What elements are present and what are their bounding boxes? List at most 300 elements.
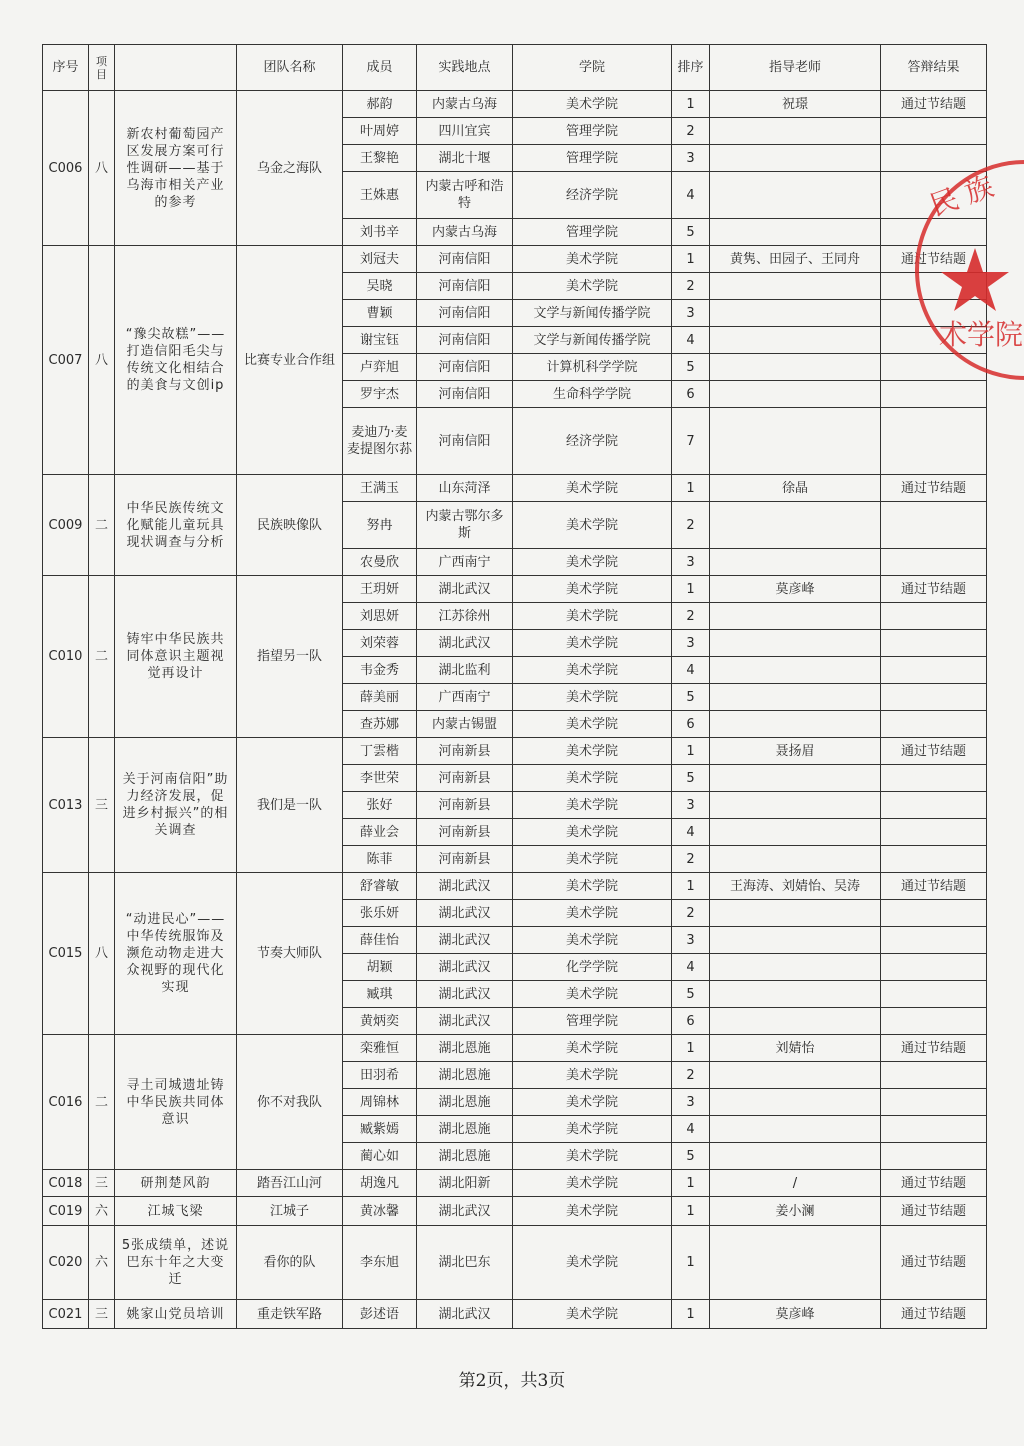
header-member: 成员: [343, 45, 417, 91]
member-location: 湖北武汉: [417, 1197, 513, 1226]
member-college: 美术学院: [513, 630, 672, 657]
team-result: 通过节结题: [881, 246, 987, 273]
member-college: 美术学院: [513, 1226, 672, 1300]
member-name: 吴晓: [343, 273, 417, 300]
member-order: 5: [672, 1143, 710, 1170]
header-result: 答辩结果: [881, 45, 987, 91]
member-name: 韦金秀: [343, 657, 417, 684]
member-order: 1: [672, 1170, 710, 1197]
member-name: 张乐妍: [343, 900, 417, 927]
member-order: 2: [672, 900, 710, 927]
member-name: 刘冠夫: [343, 246, 417, 273]
team-advisor-empty: [710, 1008, 881, 1035]
member-college: 美术学院: [513, 549, 672, 576]
team-advisor-empty: [710, 145, 881, 172]
member-order: 3: [672, 927, 710, 954]
member-name: 王玥妍: [343, 576, 417, 603]
member-location: 湖北监利: [417, 657, 513, 684]
member-college: 美术学院: [513, 927, 672, 954]
member-college: 美术学院: [513, 792, 672, 819]
member-order: 6: [672, 381, 710, 408]
team-item: 二: [89, 1035, 115, 1170]
member-location: 山东菏泽: [417, 475, 513, 502]
team-advisor-empty: [710, 300, 881, 327]
team-result-empty: [881, 118, 987, 145]
member-location: 湖北武汉: [417, 954, 513, 981]
member-college: 计算机科学学院: [513, 354, 672, 381]
team-advisor: 王海涛、刘婧怡、吴涛: [710, 873, 881, 900]
team-advisor-empty: [710, 1089, 881, 1116]
member-name: 刘荣蓉: [343, 630, 417, 657]
member-name: 李东旭: [343, 1226, 417, 1300]
team-name: 看你的队: [237, 1226, 343, 1300]
member-order: 1: [672, 91, 710, 118]
team-name: 比赛专业合作组: [237, 246, 343, 475]
member-name: 臧琪: [343, 981, 417, 1008]
team-result-empty: [881, 792, 987, 819]
team-topic: 关于河南信阳”助力经济发展，促进乡村振兴”的相关调查: [115, 738, 237, 873]
member-location: 河南信阳: [417, 354, 513, 381]
team-advisor-empty: [710, 172, 881, 219]
member-order: 1: [672, 1197, 710, 1226]
member-location: 内蒙古鄂尔多斯: [417, 502, 513, 549]
member-location: 河南新县: [417, 819, 513, 846]
member-order: 3: [672, 300, 710, 327]
team-code: C015: [43, 873, 89, 1035]
member-location: 湖北武汉: [417, 900, 513, 927]
member-name: 胡逸凡: [343, 1170, 417, 1197]
member-order: 2: [672, 846, 710, 873]
table-row: [43, 738, 987, 765]
team-topic: 姚家山党员培训: [115, 1300, 237, 1329]
team-item: 三: [89, 738, 115, 873]
member-order: 2: [672, 1062, 710, 1089]
member-name: 麦迪乃·麦麦提图尔荪: [343, 408, 417, 475]
team-result: 通过节结题: [881, 1197, 987, 1226]
team-advisor: [710, 1226, 881, 1300]
team-result-empty: [881, 408, 987, 475]
team-advisor-empty: [710, 603, 881, 630]
table-row: [43, 475, 987, 502]
member-college: 美术学院: [513, 846, 672, 873]
member-college: 美术学院: [513, 1143, 672, 1170]
member-name: 叶周婷: [343, 118, 417, 145]
member-order: 5: [672, 219, 710, 246]
member-location: 广西南宁: [417, 549, 513, 576]
team-advisor-empty: [710, 900, 881, 927]
team-result-empty: [881, 1008, 987, 1035]
team-advisor: 莫彦峰: [710, 1300, 881, 1329]
member-name: 田羽希: [343, 1062, 417, 1089]
member-location: 湖北武汉: [417, 1300, 513, 1329]
member-name: 陈菲: [343, 846, 417, 873]
team-advisor-empty: [710, 118, 881, 145]
member-location: 内蒙古锡盟: [417, 711, 513, 738]
member-location: 湖北十堰: [417, 145, 513, 172]
member-order: 4: [672, 657, 710, 684]
table-row: [43, 91, 987, 118]
team-result-empty: [881, 502, 987, 549]
member-location: 河南新县: [417, 738, 513, 765]
member-location: 河南新县: [417, 846, 513, 873]
member-location: 河南新县: [417, 765, 513, 792]
team-advisor-empty: [710, 981, 881, 1008]
team-name: 乌金之海队: [237, 91, 343, 246]
member-college: 化学学院: [513, 954, 672, 981]
team-advisor: 祝璟: [710, 91, 881, 118]
team-advisor: 刘婧怡: [710, 1035, 881, 1062]
team-result: 通过节结题: [881, 576, 987, 603]
member-college: 美术学院: [513, 1116, 672, 1143]
team-item: 二: [89, 576, 115, 738]
member-name: 丁雲楷: [343, 738, 417, 765]
member-order: 2: [672, 118, 710, 145]
team-code: C009: [43, 475, 89, 576]
header-order: 排序: [672, 45, 710, 91]
member-location: 湖北武汉: [417, 981, 513, 1008]
member-name: 卢弈旭: [343, 354, 417, 381]
member-order: 1: [672, 1035, 710, 1062]
team-advisor-empty: [710, 549, 881, 576]
team-topic: “豫尖故糕”——打造信阳毛尖与传统文化相结合的美食与文创ip: [115, 246, 237, 475]
member-location: 内蒙古呼和浩特: [417, 172, 513, 219]
member-college: 美术学院: [513, 1170, 672, 1197]
member-name: 周锦林: [343, 1089, 417, 1116]
member-location: 湖北武汉: [417, 630, 513, 657]
seal-text-top: 民 族: [925, 169, 998, 223]
seal-text-bottom: 术学院: [939, 318, 1024, 351]
page-footer: 第2页，共3页: [458, 1371, 566, 1391]
member-college: 美术学院: [513, 273, 672, 300]
team-result-empty: [881, 819, 987, 846]
team-topic: 研荆楚风韵: [115, 1170, 237, 1197]
team-advisor-empty: [710, 354, 881, 381]
member-order: 6: [672, 1008, 710, 1035]
team-result-empty: [881, 1062, 987, 1089]
member-name: 李世荣: [343, 765, 417, 792]
member-order: 5: [672, 684, 710, 711]
member-name: 薛佳怡: [343, 927, 417, 954]
team-result-empty: [881, 603, 987, 630]
member-order: 3: [672, 1089, 710, 1116]
team-advisor-empty: [710, 684, 881, 711]
member-location: 湖北武汉: [417, 927, 513, 954]
member-college: 美术学院: [513, 1035, 672, 1062]
team-name: 节奏大师队: [237, 873, 343, 1035]
member-college: 生命科学学院: [513, 381, 672, 408]
team-code: C020: [43, 1226, 89, 1300]
member-college: 美术学院: [513, 475, 672, 502]
member-name: 舒睿敏: [343, 873, 417, 900]
team-advisor-empty: [710, 327, 881, 354]
header-college: 学院: [513, 45, 672, 91]
team-name: 踏吾江山河: [237, 1170, 343, 1197]
member-order: 1: [672, 576, 710, 603]
team-result: 通过节结题: [881, 475, 987, 502]
member-college: 美术学院: [513, 765, 672, 792]
member-location: 河南信阳: [417, 381, 513, 408]
member-location: 河南信阳: [417, 246, 513, 273]
member-location: 湖北恩施: [417, 1035, 513, 1062]
member-college: 美术学院: [513, 900, 672, 927]
member-location: 湖北武汉: [417, 873, 513, 900]
team-topic: 5张成绩单，述说巴东十年之大变迁: [115, 1226, 237, 1300]
team-name: 江城子: [237, 1197, 343, 1226]
member-order: 3: [672, 630, 710, 657]
team-item: 六: [89, 1197, 115, 1226]
member-location: 内蒙古乌海: [417, 91, 513, 118]
member-college: 美术学院: [513, 684, 672, 711]
team-advisor-empty: [710, 927, 881, 954]
member-college: 管理学院: [513, 219, 672, 246]
team-advisor: 姜小澜: [710, 1197, 881, 1226]
member-order: 4: [672, 819, 710, 846]
member-order: 3: [672, 792, 710, 819]
team-item: 八: [89, 873, 115, 1035]
member-college: 美术学院: [513, 711, 672, 738]
team-result: 通过节结题: [881, 1035, 987, 1062]
member-location: 江苏徐州: [417, 603, 513, 630]
team-result: 通过节结题: [881, 1170, 987, 1197]
member-college: 美术学院: [513, 981, 672, 1008]
official-seal: [905, 150, 1024, 390]
member-order: 7: [672, 408, 710, 475]
team-item: 三: [89, 1300, 115, 1329]
member-order: 5: [672, 981, 710, 1008]
member-name: 罗宇杰: [343, 381, 417, 408]
team-result-empty: [881, 900, 987, 927]
table-body: [43, 91, 987, 1329]
team-advisor-empty: [710, 408, 881, 475]
member-location: 湖北恩施: [417, 1089, 513, 1116]
member-college: 管理学院: [513, 145, 672, 172]
team-item: 二: [89, 475, 115, 576]
team-advisor-empty: [710, 711, 881, 738]
member-college: 美术学院: [513, 819, 672, 846]
member-location: 四川宜宾: [417, 118, 513, 145]
table-row: [43, 246, 987, 273]
team-result-empty: [881, 630, 987, 657]
team-topic: 铸牢中华民族共同体意识主题视觉再设计: [115, 576, 237, 738]
team-advisor-empty: [710, 657, 881, 684]
member-name: 刘书辛: [343, 219, 417, 246]
member-college: 美术学院: [513, 246, 672, 273]
member-location: 湖北恩施: [417, 1116, 513, 1143]
team-advisor-empty: [710, 1116, 881, 1143]
team-result-empty: [881, 954, 987, 981]
member-college: 美术学院: [513, 738, 672, 765]
team-result-empty: [881, 927, 987, 954]
member-order: 5: [672, 354, 710, 381]
member-name: 栾雅恒: [343, 1035, 417, 1062]
team-topic: 寻土司城遗址铸中华民族共同体意识: [115, 1035, 237, 1170]
team-advisor-empty: [710, 219, 881, 246]
table-row: [43, 1300, 987, 1329]
team-item: 八: [89, 246, 115, 475]
member-name: 蔺心如: [343, 1143, 417, 1170]
team-advisor: /: [710, 1170, 881, 1197]
member-college: 文学与新闻传播学院: [513, 300, 672, 327]
team-result-empty: [881, 1089, 987, 1116]
team-result-empty: [881, 657, 987, 684]
team-item: 六: [89, 1226, 115, 1300]
team-name: 我们是一队: [237, 738, 343, 873]
member-order: 4: [672, 172, 710, 219]
member-order: 2: [672, 603, 710, 630]
member-location: 河南信阳: [417, 327, 513, 354]
team-advisor-empty: [710, 819, 881, 846]
member-college: 美术学院: [513, 603, 672, 630]
member-name: 努冉: [343, 502, 417, 549]
table-row: [43, 576, 987, 603]
team-result-empty: [881, 765, 987, 792]
team-advisor-empty: [710, 954, 881, 981]
member-college: 美术学院: [513, 91, 672, 118]
member-college: 美术学院: [513, 657, 672, 684]
team-name: 指望另一队: [237, 576, 343, 738]
header-seq: 序号: [43, 45, 89, 91]
member-location: 湖北恩施: [417, 1062, 513, 1089]
member-order: 2: [672, 502, 710, 549]
member-order: 3: [672, 549, 710, 576]
member-order: 1: [672, 1226, 710, 1300]
team-topic: “动进民心”——中华传统服饰及濒危动物走进大众视野的现代化实现: [115, 873, 237, 1035]
team-result-empty: [881, 684, 987, 711]
team-name: 民族映像队: [237, 475, 343, 576]
member-name: 王姝惠: [343, 172, 417, 219]
table-row: [43, 1226, 987, 1300]
table-row: [43, 873, 987, 900]
team-code: C007: [43, 246, 89, 475]
member-name: 曹颖: [343, 300, 417, 327]
member-location: 湖北武汉: [417, 576, 513, 603]
member-name: 农曼欣: [343, 549, 417, 576]
team-advisor: 聂扬眉: [710, 738, 881, 765]
team-code: C016: [43, 1035, 89, 1170]
header-project: [115, 45, 237, 91]
member-name: 臧紫嫣: [343, 1116, 417, 1143]
header-location: 实践地点: [417, 45, 513, 91]
member-location: 湖北阳新: [417, 1170, 513, 1197]
member-name: 谢宝钰: [343, 327, 417, 354]
team-result-empty: [881, 549, 987, 576]
team-topic: 江城飞梁: [115, 1197, 237, 1226]
member-location: 河南信阳: [417, 300, 513, 327]
member-order: 6: [672, 711, 710, 738]
member-location: 广西南宁: [417, 684, 513, 711]
member-college: 美术学院: [513, 1300, 672, 1329]
team-advisor-empty: [710, 502, 881, 549]
team-result-empty: [881, 1143, 987, 1170]
team-result-empty: [881, 846, 987, 873]
seal-star-icon: [941, 248, 1009, 311]
member-order: 4: [672, 954, 710, 981]
member-location: 河南新县: [417, 792, 513, 819]
team-advisor-empty: [710, 1143, 881, 1170]
member-name: 彭述语: [343, 1300, 417, 1329]
team-item: 三: [89, 1170, 115, 1197]
team-advisor-empty: [710, 273, 881, 300]
team-advisor-empty: [710, 1062, 881, 1089]
team-result-empty: [881, 981, 987, 1008]
team-topic: 中华民族传统文化赋能儿童玩具现状调查与分析: [115, 475, 237, 576]
team-result: 通过节结题: [881, 1300, 987, 1329]
member-college: 文学与新闻传播学院: [513, 327, 672, 354]
member-location: 湖北巴东: [417, 1226, 513, 1300]
team-result: 通过节结题: [881, 91, 987, 118]
member-location: 湖北武汉: [417, 1008, 513, 1035]
member-order: 1: [672, 1300, 710, 1329]
team-advisor-empty: [710, 630, 881, 657]
team-advisor: 黄隽、田园子、王同舟: [710, 246, 881, 273]
member-name: 查苏娜: [343, 711, 417, 738]
member-name: 薛业会: [343, 819, 417, 846]
team-result-empty: [881, 1116, 987, 1143]
member-location: 河南信阳: [417, 273, 513, 300]
team-result: 通过节结题: [881, 873, 987, 900]
member-order: 1: [672, 738, 710, 765]
member-name: 王满玉: [343, 475, 417, 502]
header-row: [43, 45, 987, 91]
member-college: 经济学院: [513, 172, 672, 219]
team-topic: 新农村葡萄园产区发展方案可行性调研——基于乌海市相关产业的参考: [115, 91, 237, 246]
team-name: 重走铁军路: [237, 1300, 343, 1329]
team-code: C006: [43, 91, 89, 246]
team-advisor-empty: [710, 381, 881, 408]
team-result: 通过节结题: [881, 738, 987, 765]
member-name: 胡颖: [343, 954, 417, 981]
member-college: 美术学院: [513, 502, 672, 549]
member-college: 美术学院: [513, 1089, 672, 1116]
member-name: 刘思妍: [343, 603, 417, 630]
team-result-empty: [881, 711, 987, 738]
member-order: 3: [672, 145, 710, 172]
member-order: 4: [672, 1116, 710, 1143]
team-code: C013: [43, 738, 89, 873]
member-name: 薛美丽: [343, 684, 417, 711]
member-location: 湖北恩施: [417, 1143, 513, 1170]
table-row: [43, 1035, 987, 1062]
header-item: 项目: [89, 45, 115, 91]
team-advisor: 徐晶: [710, 475, 881, 502]
member-college: 管理学院: [513, 118, 672, 145]
member-order: 1: [672, 246, 710, 273]
member-college: 美术学院: [513, 873, 672, 900]
team-code: C010: [43, 576, 89, 738]
team-advisor-empty: [710, 846, 881, 873]
header-advisor: 指导老师: [710, 45, 881, 91]
team-code: C018: [43, 1170, 89, 1197]
member-order: 1: [672, 873, 710, 900]
member-location: 河南信阳: [417, 408, 513, 475]
team-item: 八: [89, 91, 115, 246]
member-name: 黄炳奕: [343, 1008, 417, 1035]
table-row: [43, 1197, 987, 1226]
team-name: 你不对我队: [237, 1035, 343, 1170]
member-order: 1: [672, 475, 710, 502]
team-code: C019: [43, 1197, 89, 1226]
member-order: 5: [672, 765, 710, 792]
member-college: 经济学院: [513, 408, 672, 475]
team-result: 通过节结题: [881, 1226, 987, 1300]
member-location: 内蒙古乌海: [417, 219, 513, 246]
header-team: 团队名称: [237, 45, 343, 91]
member-name: 黄冰馨: [343, 1197, 417, 1226]
member-college: 管理学院: [513, 1008, 672, 1035]
table-row: [43, 1170, 987, 1197]
team-advisor-empty: [710, 765, 881, 792]
member-name: 郝韵: [343, 91, 417, 118]
